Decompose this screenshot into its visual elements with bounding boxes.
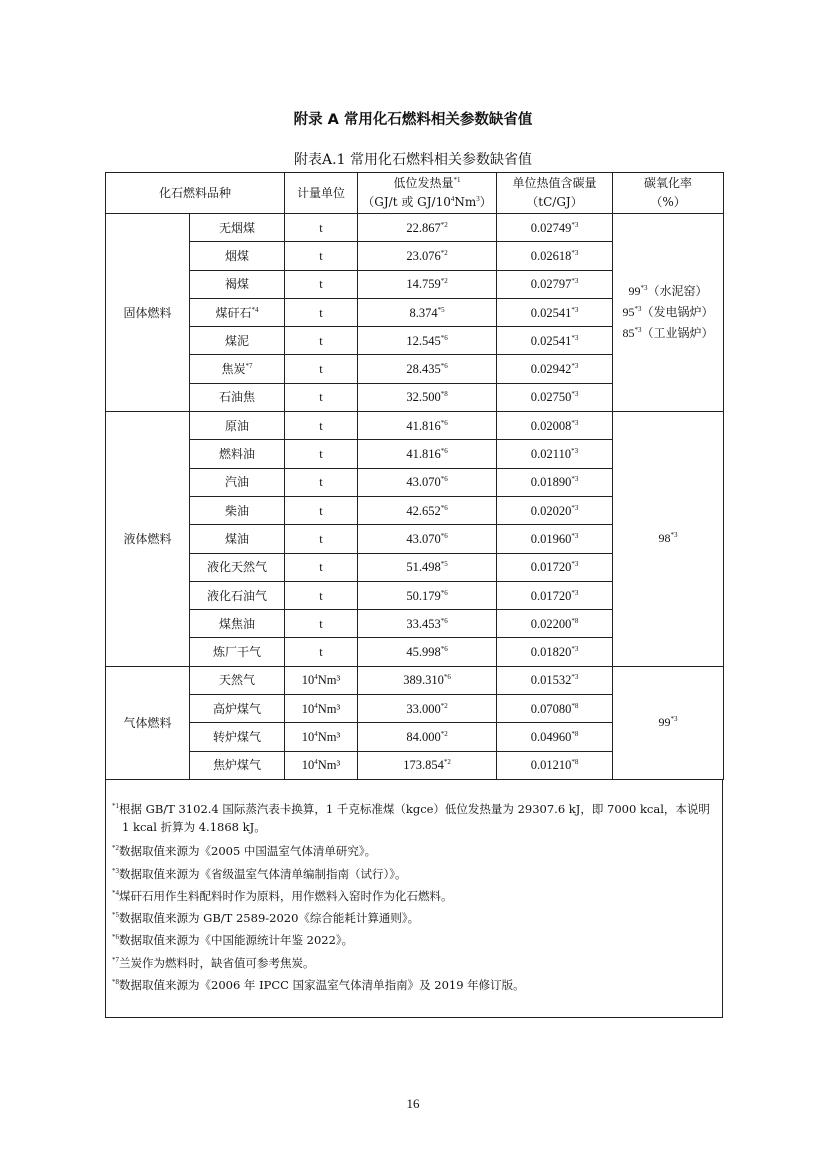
fuel-name: 焦炉煤气: [213, 758, 262, 773]
heat-value-footnote: *6: [440, 645, 448, 654]
fuel-name: 液化天然气: [207, 560, 268, 575]
carbon-content-footnote: *3: [571, 305, 579, 314]
footnote: [112, 800, 716, 836]
oxidation-rate-note: （发电锅炉）: [641, 305, 714, 320]
fuel-name-cell: [190, 695, 285, 723]
unit-cell: [285, 355, 358, 383]
carbon-content: 0.02797: [530, 277, 572, 292]
heat-value-footnote: *6: [440, 588, 448, 597]
carbon-content-cell: [497, 298, 613, 326]
oxidation-rate-value: 99: [628, 284, 641, 299]
unit-cell: [285, 751, 358, 779]
carbon-content-footnote: *3: [571, 447, 579, 456]
carbon-content-cell: [497, 327, 613, 355]
carbon-content-cell: [497, 666, 613, 694]
heat-value: 173.854: [403, 758, 444, 773]
unit-tail: Nm³: [317, 673, 341, 688]
heat-value-cell: [358, 270, 497, 298]
oxidation-rate-line: [613, 712, 723, 733]
carbon-content-footnote: *3: [571, 277, 579, 286]
unit-value: t: [319, 447, 323, 462]
heat-value-footnote: *6: [440, 418, 448, 427]
footnote-text-continued: 1 kcal 折算为 4.1868 kJ。: [122, 820, 266, 834]
carbon-content-footnote: *8: [571, 616, 579, 625]
carbon-content: 0.01720: [530, 588, 572, 603]
heat-value-footnote: *2: [440, 277, 448, 286]
heat-value: 41.816: [406, 418, 441, 433]
carbon-content-footnote: *3: [571, 503, 579, 512]
oxidation-rate-note: （水泥窑）: [647, 284, 708, 299]
carbon-content-footnote: *3: [571, 588, 579, 597]
footnote-text: 数据取值来源为《2005 中国温室气体清单研究》。: [119, 844, 377, 858]
header-fuel-type: 化石燃料品种: [106, 173, 285, 214]
footnote-text: 数据取值来源为《2006 年 IPCC 国家温室气体清单指南》及 2019 年修订版。: [119, 978, 525, 992]
heat-value: 33.453: [406, 616, 441, 631]
fuel-name: 液化石油气: [207, 588, 268, 603]
unit-value: t: [319, 645, 323, 660]
carbon-content: 0.02750: [530, 390, 572, 405]
unit-cell: [285, 695, 358, 723]
heat-value-footnote: *6: [440, 503, 448, 512]
unit-exponent: 4: [314, 701, 318, 710]
fuel-group-label: 固体燃料: [106, 214, 190, 412]
footnote: [112, 909, 716, 927]
heat-value-footnote: *5: [437, 305, 445, 314]
unit-cell: [285, 468, 358, 496]
fuel-name: 柴油: [225, 503, 250, 518]
carbon-content: 0.02020: [530, 503, 572, 518]
oxidation-rate-line: [613, 323, 723, 344]
carbon-content-cell: [497, 581, 613, 609]
footnote-mark: *5: [112, 911, 119, 919]
unit-value: t: [319, 333, 323, 348]
unit-value: t: [319, 588, 323, 603]
heat-value: 45.998: [406, 645, 441, 660]
unit-value: 10: [301, 729, 315, 744]
fuel-name: 焦炭: [221, 362, 246, 377]
unit-cell: [285, 723, 358, 751]
unit-cell: [285, 666, 358, 694]
carbon-content-cell: [497, 610, 613, 638]
heat-value-footnote: *2: [440, 248, 448, 257]
fuel-name-cell: [190, 610, 285, 638]
unit-tail: Nm³: [317, 701, 341, 716]
unit-cell: [285, 412, 358, 440]
fuel-name: 转炉煤气: [213, 729, 262, 744]
fuel-name: 煤油: [225, 531, 250, 546]
carbon-content-footnote: *3: [571, 560, 579, 569]
unit-cell: [285, 327, 358, 355]
unit-value: t: [319, 560, 323, 575]
carbon-content-footnote: *8: [571, 701, 579, 710]
fuel-name-cell: [190, 270, 285, 298]
header-heat-value-footnote: *1: [453, 176, 461, 184]
fuel-name: 石油焦: [219, 390, 256, 405]
oxidation-rate-cell: [613, 412, 724, 667]
unit-value: 10: [301, 673, 315, 688]
footnote-mark: *7: [112, 956, 119, 964]
unit-cell: [285, 581, 358, 609]
heat-value: 23.076: [406, 248, 441, 263]
header-heat-value-unit: （GJ/t 或 $GJ/10^4Nm^3$）: [362, 195, 492, 209]
carbon-content-footnote: *3: [571, 220, 579, 229]
oxidation-rate-line: [613, 528, 723, 549]
footnote: [112, 931, 716, 949]
unit-value: t: [319, 362, 323, 377]
header-heat-value: [358, 173, 497, 214]
carbon-content: 0.01960: [530, 531, 572, 546]
oxidation-rate-footnote: *3: [640, 284, 648, 293]
heat-value: 50.179: [406, 588, 441, 603]
heat-value-cell: [358, 412, 497, 440]
footnote-text: 煤矸石用作生料配料时作为原料，用作燃料入窑时作为化石燃料。: [119, 889, 453, 903]
unit-value: t: [319, 531, 323, 546]
fuel-group-label: 液体燃料: [106, 412, 190, 667]
header-oxidation-rate: 碳氧化率 （%）: [613, 173, 724, 214]
heat-value: 32.500: [406, 390, 441, 405]
footnote: [112, 887, 716, 905]
footnote-mark: *1: [112, 802, 119, 810]
carbon-content-footnote: *8: [571, 729, 579, 738]
unit-value: t: [319, 418, 323, 433]
footnote: [112, 842, 716, 860]
carbon-content: 0.02541: [530, 333, 572, 348]
fuel-name: 汽油: [225, 475, 250, 490]
oxidation-rate-cell: [613, 214, 724, 412]
header-heat-value-label: 低位发热量: [393, 176, 454, 190]
carbon-content-cell: [497, 638, 613, 666]
header-carbon-content: 单位热值含碳量 （tC/GJ）: [497, 173, 613, 214]
unit-value: t: [319, 220, 323, 235]
unit-cell: [285, 242, 358, 270]
heat-value-cell: [358, 553, 497, 581]
footnote: [112, 954, 716, 972]
carbon-content-cell: [497, 270, 613, 298]
oxidation-rate-footnote: *3: [670, 715, 678, 724]
carbon-content-cell: [497, 751, 613, 779]
footnote-text: 根据 GB/T 3102.4 国际蒸汽表卡换算，1 千克标准煤（kgce）低位发热量为 29307.6 kJ，即 7000 kcal，本说明: [119, 802, 710, 816]
fuel-name-cell: [190, 355, 285, 383]
heat-value-footnote: *2: [443, 758, 451, 767]
fuel-name-cell: [190, 751, 285, 779]
footnote-mark: *4: [112, 889, 119, 897]
unit-cell: [285, 270, 358, 298]
unit-cell: [285, 638, 358, 666]
oxidation-rate-cell: [613, 666, 724, 779]
fuel-name-cell: [190, 723, 285, 751]
heat-value-cell: [358, 355, 497, 383]
fuel-name: 高炉煤气: [213, 701, 262, 716]
carbon-content: 0.02618: [530, 248, 572, 263]
heat-value: 8.374: [409, 305, 438, 320]
heat-value-footnote: *6: [443, 673, 451, 682]
unit-cell: [285, 525, 358, 553]
carbon-content-cell: [497, 214, 613, 242]
carbon-content-cell: [497, 695, 613, 723]
footnote-text: 兰炭作为燃料时，缺省值可参考焦炭。: [119, 956, 315, 970]
unit-cell: [285, 553, 358, 581]
fuel-name: 煤焦油: [219, 616, 256, 631]
carbon-content: 0.01210: [530, 758, 572, 773]
heat-value-cell: [358, 298, 497, 326]
unit-exponent: 4: [314, 673, 318, 682]
unit-value: 10: [301, 701, 315, 716]
carbon-content: 0.01532: [530, 673, 572, 688]
carbon-content: 0.07080: [530, 701, 572, 716]
oxidation-rate-value: 99: [658, 715, 671, 730]
carbon-content: 0.02110: [530, 447, 572, 462]
fuel-name-footnote: *7: [245, 362, 253, 371]
footnotes-box: [105, 780, 723, 1018]
table-row: [106, 666, 724, 694]
carbon-content-footnote: *3: [571, 673, 579, 682]
heat-value-cell: [358, 666, 497, 694]
carbon-content-footnote: *3: [571, 418, 579, 427]
heat-value: 33.000: [406, 701, 441, 716]
fuel-name-cell: [190, 327, 285, 355]
heat-value: 84.000: [406, 729, 441, 744]
fuel-name: 燃料油: [219, 447, 256, 462]
heat-value-cell: [358, 214, 497, 242]
heat-value-cell: [358, 695, 497, 723]
footnote: [112, 976, 716, 994]
heat-value-cell: [358, 327, 497, 355]
heat-value-cell: [358, 638, 497, 666]
fuel-name-cell: [190, 242, 285, 270]
unit-cell: [285, 383, 358, 411]
carbon-content-cell: [497, 496, 613, 524]
heat-value: 42.652: [406, 503, 441, 518]
carbon-content-cell: [497, 383, 613, 411]
carbon-content: 0.01720: [530, 560, 572, 575]
unit-value: t: [319, 248, 323, 263]
carbon-content: 0.04960: [530, 729, 572, 744]
unit-value: 10: [301, 758, 315, 773]
heat-value: 12.545: [406, 333, 441, 348]
heat-value-footnote: *6: [440, 362, 448, 371]
fuel-name-cell: [190, 468, 285, 496]
header-unit: 计量单位: [285, 173, 358, 214]
unit-cell: [285, 496, 358, 524]
unit-value: t: [319, 503, 323, 518]
unit-tail: Nm³: [317, 729, 341, 744]
heat-value: 28.435: [406, 362, 441, 377]
footnote-mark: *2: [112, 844, 119, 852]
carbon-content: 0.02749: [530, 220, 572, 235]
heat-value: 14.759: [406, 277, 441, 292]
carbon-content-cell: [497, 242, 613, 270]
fuel-name-cell: [190, 638, 285, 666]
footnote: [112, 865, 716, 883]
carbon-content-cell: [497, 412, 613, 440]
unit-exponent: 4: [314, 729, 318, 738]
table-row: [106, 412, 724, 440]
fuel-name: 炼厂干气: [213, 645, 262, 660]
carbon-content: 0.02942: [530, 362, 572, 377]
fuel-name-cell: [190, 214, 285, 242]
carbon-content: 0.02008: [530, 418, 572, 433]
appendix-title: 附录 A 常用化石燃料相关参数缺省值: [293, 112, 533, 128]
fuel-parameters-table: [105, 172, 724, 780]
heat-value: 22.867: [406, 220, 441, 235]
heat-value-footnote: *6: [440, 333, 448, 342]
carbon-content-cell: [497, 468, 613, 496]
heat-value: 43.070: [406, 531, 441, 546]
heat-value-cell: [358, 723, 497, 751]
heat-value: 389.310: [403, 673, 444, 688]
unit-exponent: 4: [314, 758, 318, 767]
oxidation-rate-value: 95: [622, 305, 635, 320]
footnote-text: 数据取值来源为 GB/T 2589-2020《综合能耗计算通则》。: [119, 911, 420, 925]
heat-value-footnote: *5: [440, 560, 448, 569]
carbon-content-cell: [497, 723, 613, 751]
fuel-name: 天然气: [219, 673, 256, 688]
carbon-content-footnote: *3: [571, 248, 579, 257]
heat-value-cell: [358, 383, 497, 411]
heat-value-footnote: *6: [440, 531, 448, 540]
carbon-content-footnote: *3: [571, 475, 579, 484]
fuel-group-label: 气体燃料: [106, 666, 190, 779]
fuel-name-cell: [190, 412, 285, 440]
page-number: 16: [406, 1096, 420, 1111]
carbon-content-cell: [497, 355, 613, 383]
footnote-text: 数据取值来源为《省级温室气体清单编制指南（试行）》。: [119, 867, 407, 881]
carbon-content-footnote: *3: [571, 645, 579, 654]
carbon-content-cell: [497, 525, 613, 553]
heat-value: 43.070: [406, 475, 441, 490]
carbon-content-footnote: *3: [571, 390, 579, 399]
heat-value-footnote: *2: [440, 729, 448, 738]
unit-value: t: [319, 390, 323, 405]
heat-value-footnote: *6: [440, 475, 448, 484]
oxidation-rate-footnote: *3: [634, 326, 642, 335]
heat-value-footnote: *2: [440, 701, 448, 710]
carbon-content: 0.01820: [530, 645, 572, 660]
unit-value: t: [319, 305, 323, 320]
carbon-content-footnote: *3: [571, 333, 579, 342]
fuel-name-cell: [190, 581, 285, 609]
unit-value: t: [319, 277, 323, 292]
fuel-name-cell: [190, 553, 285, 581]
table-caption: 附表A.1 常用化石燃料相关参数缺省值: [294, 152, 532, 168]
oxidation-rate-footnote: *3: [670, 531, 678, 540]
carbon-content-footnote: *3: [571, 531, 579, 540]
carbon-content-footnote: *3: [571, 362, 579, 371]
carbon-content-cell: [497, 553, 613, 581]
oxidation-rate-value: 85: [622, 326, 635, 341]
fuel-name-cell: [190, 383, 285, 411]
heat-value: 41.816: [406, 447, 441, 462]
heat-value-footnote: *8: [440, 390, 448, 399]
fuel-name-cell: [190, 298, 285, 326]
heat-value-cell: [358, 242, 497, 270]
oxidation-rate-value: 98: [658, 531, 671, 546]
carbon-content: 0.02541: [530, 305, 572, 320]
unit-cell: [285, 214, 358, 242]
footnote-mark: *3: [112, 867, 119, 875]
heat-value-cell: [358, 610, 497, 638]
heat-value: 51.498: [406, 560, 441, 575]
oxidation-rate-note: （工业锅炉）: [641, 326, 714, 341]
fuel-name-footnote: *4: [251, 305, 259, 314]
oxidation-rate-line: [613, 281, 723, 302]
heat-value-cell: [358, 751, 497, 779]
footnote-mark: *6: [112, 933, 119, 941]
fuel-name-cell: [190, 440, 285, 468]
table-row: [106, 214, 724, 242]
oxidation-rate-footnote: *3: [634, 305, 642, 314]
heat-value-footnote: *2: [440, 220, 448, 229]
fuel-name: 煤矸石: [215, 305, 252, 320]
footnote-mark: *8: [112, 978, 119, 986]
heat-value-footnote: *6: [440, 447, 448, 456]
heat-value-cell: [358, 525, 497, 553]
unit-cell: [285, 610, 358, 638]
oxidation-rate-line: [613, 302, 723, 323]
unit-cell: [285, 298, 358, 326]
heat-value-cell: [358, 440, 497, 468]
heat-value-cell: [358, 468, 497, 496]
footnote-text: 数据取值来源为《中国能源统计年鉴 2022》。: [119, 933, 354, 947]
carbon-content-footnote: *8: [571, 758, 579, 767]
fuel-name-cell: [190, 496, 285, 524]
fuel-name-cell: [190, 525, 285, 553]
unit-value: t: [319, 616, 323, 631]
heat-value-footnote: *6: [440, 616, 448, 625]
fuel-name: 烟煤: [225, 248, 250, 263]
fuel-name: 原油: [225, 418, 250, 433]
unit-value: t: [319, 475, 323, 490]
fuel-name: 无烟煤: [219, 220, 256, 235]
carbon-content: 0.01890: [530, 475, 572, 490]
unit-tail: Nm³: [317, 758, 341, 773]
fuel-name: 褐煤: [225, 277, 250, 292]
table-header-row: [106, 173, 724, 214]
unit-cell: [285, 440, 358, 468]
fuel-name: 煤泥: [225, 333, 250, 348]
carbon-content-cell: [497, 440, 613, 468]
fuel-name-cell: [190, 666, 285, 694]
heat-value-cell: [358, 581, 497, 609]
heat-value-cell: [358, 496, 497, 524]
carbon-content: 0.02200: [530, 616, 572, 631]
